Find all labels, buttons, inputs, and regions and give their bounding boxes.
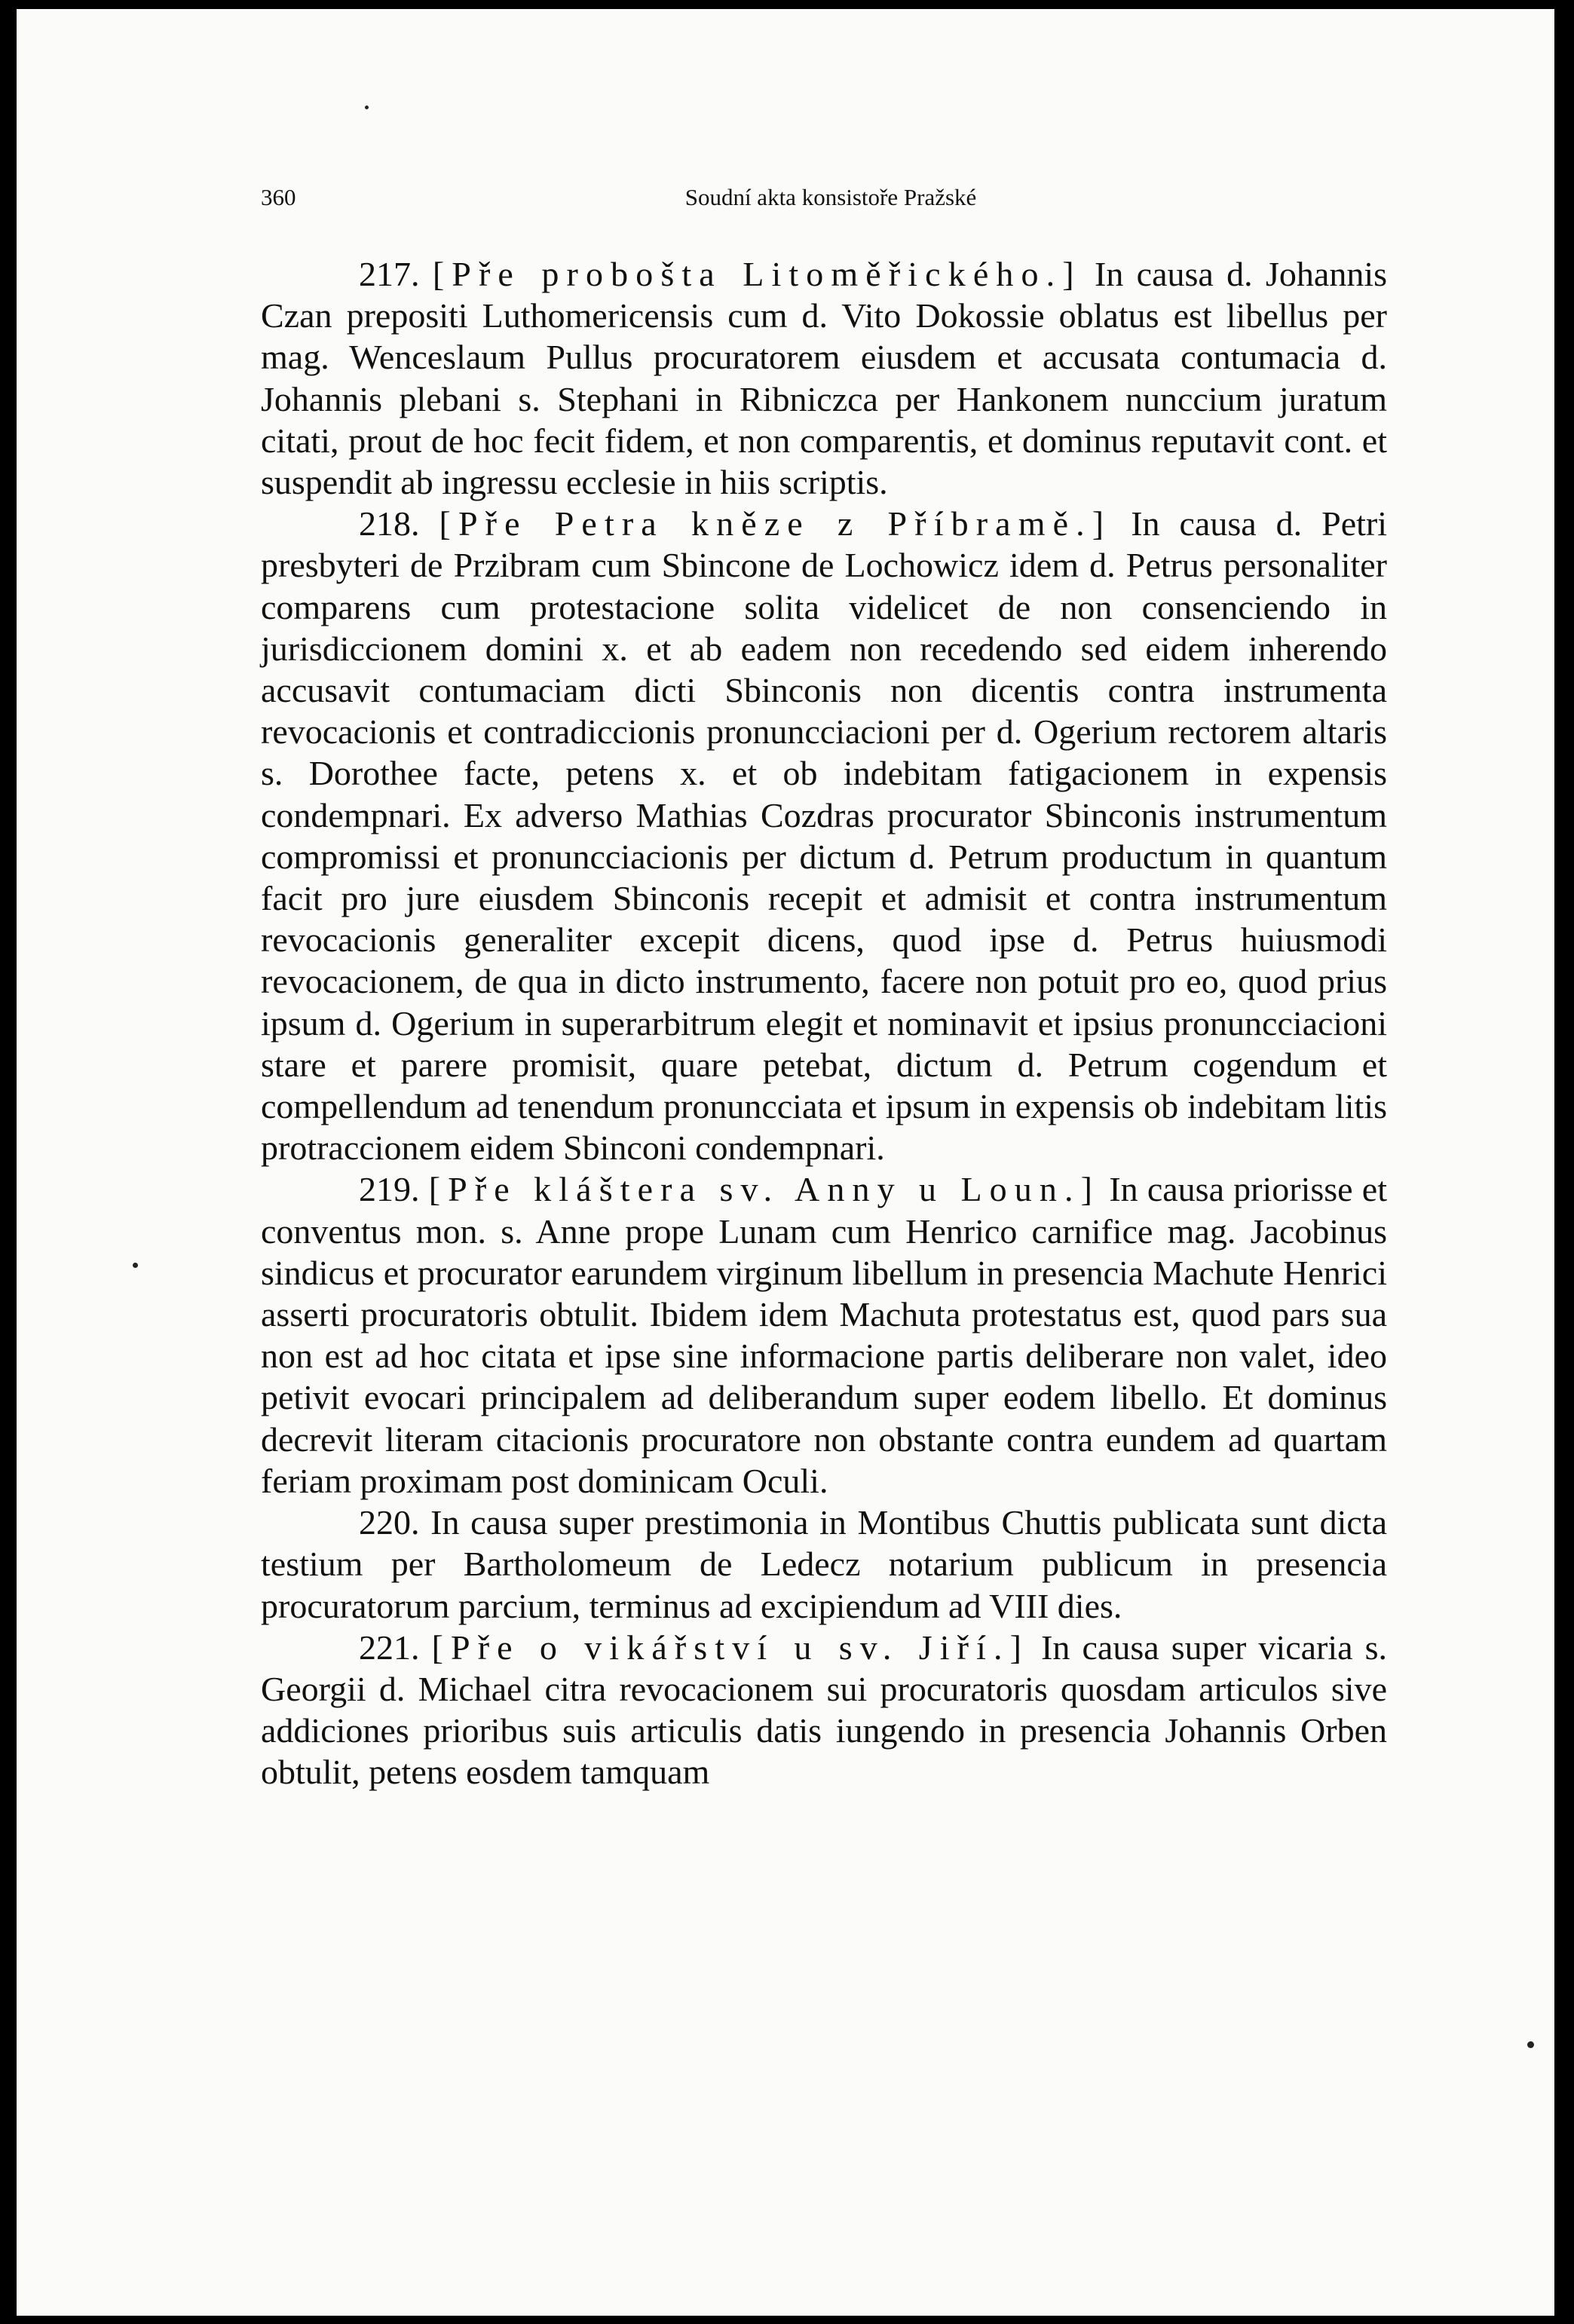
entry-heading: [Pře o vikářství u sv. Jiří.]	[431, 1627, 1030, 1667]
scan-speck	[133, 1263, 138, 1268]
page-number: 360	[261, 184, 296, 210]
running-title: Soudní akta konsistoře Pražské	[684, 184, 977, 210]
entry-number: 221.	[359, 1627, 420, 1667]
entry-text: In causa super prestimonia in Montibus Chuttis publicata sunt dicta testium per Bartholomeum de Ledecz notarium publicum in presencia procuratorum parcium, terminus ad excipiendum ad VIII dies.	[261, 1503, 1387, 1625]
entry-heading: [Pře Petra kněze z Příbramě.]	[439, 504, 1112, 543]
entry-heading: [Pře probošta Litoměřického.]	[432, 255, 1082, 293]
entry-heading: [Pře kláštera sv. Anny u Loun.]	[428, 1170, 1101, 1209]
entry-text: In causa super vicaria s. Georgii d. Michael citra revocacionem sui procuratoris quosdam articulos sive addiciones prioribus suis articulis datis iungendo in presencia Johannis Orben obtulit, petens eosdem tamquam	[261, 1627, 1388, 1792]
entry-number: 217.	[359, 255, 420, 293]
entry-text: In causa d. Johannis Czan prepositi Luthomericensis cum d. Vito Dokossie oblatus est libellus per mag. Wenceslaum Pullus procuratorem eiusdem et accusata contumacia d. Johannis plebani s. Stephani in Ribniczca per Hankonem nunccium juratum citati, prout de hoc fecit fidem, et non comparentis, et dominus reputavit cont. et suspendit ab ingressu ecclesie in hiis scriptis.	[261, 255, 1387, 502]
entry-218	[261, 503, 1387, 1168]
entry-number: 219.	[359, 1170, 420, 1209]
entry-221	[261, 1627, 1387, 1793]
entry-220	[261, 1502, 1387, 1627]
main-text	[261, 253, 1387, 1793]
entry-number: 218.	[359, 504, 420, 543]
scan-speck	[1527, 2041, 1534, 2048]
entry-number: 220.	[359, 1503, 420, 1542]
entry-text: In causa d. Petri presbyteri de Przibram cum Sbincone de Lochowicz idem d. Petrus personaliter comparens cum protestacione solita videlicet de non consenciendo in jurisdiccionem domini x. et ab eadem non recedendo sed eidem inherendo accusavit contumaciam dicti Sbinconis non dicentis contra instrumenta revocacionis et contradiccionis pronuncciacioni per d. Ogerium rectorem altaris s. Dorothee facte, petens x. et ob indebitam fatigacionem in expensis condempnari. Ex adverso Mathias Cozdras procurator Sbinconis instrumentum compromissi et pronuncciacionis per dictum d. Petrum productum in quantum facit pro jure eiusdem Sbinconis recepit et admisit et contra instrumentum revocacionis generaliter excepit dicens, quod ipse d. Petrus huiusmodi revocacionem, de qua in dicto instrumento, facere non potuit pro eo, quod prius ipsum d. Ogerium in superarbitrum elegit et nominavit et ipsius pronuncciacioni stare et parere promisit, quare petebat, dictum d. Petrum cogendum et compellendum ad tenendum pronuncciata et ipsum in expensis ob indebitam litis protraccionem eidem Sbinconi condempnari.	[261, 504, 1388, 1168]
entry-219	[261, 1168, 1387, 1502]
scan-speck	[365, 106, 369, 109]
page-header	[261, 173, 1401, 226]
entry-text: In causa priorisse et conventus mon. s. Anne prope Lunam cum Henrico carnifice mag. Jacobinus sindicus et procurator earundem virginum libellum in presencia Machute Henrici asserti procuratoris obtulit. Ibidem idem Machuta protestatus est, quod pars sua non est ad hoc citata et ipse sine informacione partis deliberare non valet, ideo petivit evocari principalem ad deliberandum super eodem libello. Et dominus decrevit literam citacionis procuratore non obstante contra eundem ad quartam feriam proximam post dominicam Oculi.	[261, 1170, 1387, 1500]
entry-217	[261, 253, 1387, 503]
